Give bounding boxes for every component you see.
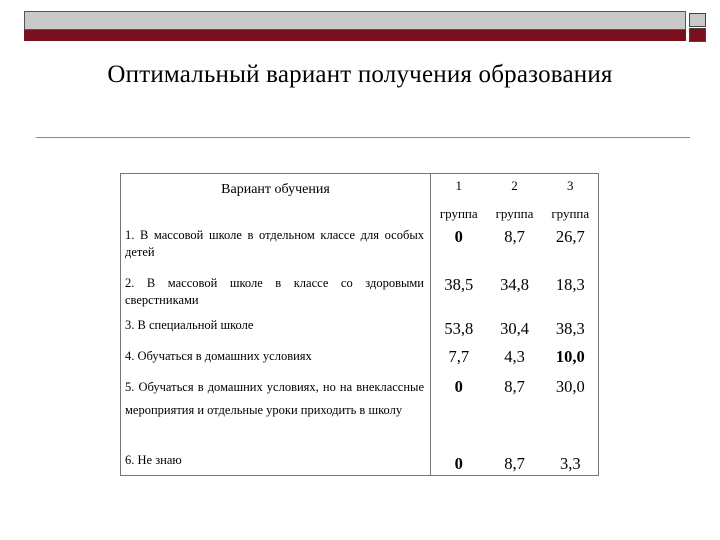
table-row <box>121 224 599 271</box>
decorative-top-bar-maroon <box>24 30 686 41</box>
table-row <box>121 373 599 451</box>
cell-value: 8,7 <box>504 226 525 246</box>
cell-value: 0 <box>454 376 463 396</box>
column-header-group-1 <box>431 174 487 224</box>
row-label: 3. В специальной школе <box>121 315 431 343</box>
row-label: 5. Обучаться в домашних условиях, но на внеклассные мероприятия и отдельные уроки приходить в школу <box>121 373 431 451</box>
column-header-group-2 <box>487 174 543 224</box>
group-number: 2 <box>511 178 518 193</box>
cell-value: 0 <box>454 454 463 473</box>
title-divider <box>36 137 690 138</box>
row-label: 6. Не знаю <box>121 451 431 476</box>
cell-value: 3,3 <box>559 454 581 473</box>
cell-value: 34,8 <box>500 274 529 294</box>
row-label: 4. Обучаться в домашних условиях <box>121 343 431 373</box>
cell-value: 30,4 <box>500 318 529 338</box>
survey-table <box>120 173 599 476</box>
decorative-corner-square-grey <box>689 13 706 27</box>
cell-value: 38,5 <box>444 274 474 294</box>
cell-value: 4,3 <box>504 346 525 366</box>
column-header-group-3 <box>543 174 599 224</box>
group-number: 3 <box>567 178 574 193</box>
cell-value: 8,7 <box>504 454 525 473</box>
table-row <box>121 343 599 373</box>
group-word: группа <box>551 206 590 221</box>
table-row <box>121 271 599 315</box>
cell-value: 0 <box>454 226 463 246</box>
column-header-variant: Вариант обучения <box>121 174 431 224</box>
cell-value: 10,0 <box>555 346 585 366</box>
group-number: 1 <box>455 178 462 193</box>
slide-title: Оптимальный вариант получения образования <box>107 61 613 88</box>
decorative-corner-square-maroon <box>689 28 706 42</box>
cell-value: 8,7 <box>504 376 525 396</box>
group-word: группа <box>495 206 534 221</box>
group-word: группа <box>439 206 478 221</box>
table-row <box>121 315 599 343</box>
cell-value: 53,8 <box>444 318 474 338</box>
decorative-top-bar-grey <box>24 11 686 30</box>
cell-value: 26,7 <box>555 226 585 246</box>
table-header-row <box>121 174 599 224</box>
table-row <box>121 451 599 476</box>
cell-value: 7,7 <box>448 346 470 366</box>
cell-value: 30,0 <box>555 376 585 396</box>
cell-value: 18,3 <box>555 274 585 294</box>
cell-value: 38,3 <box>555 318 585 338</box>
row-label: 1. В массовой школе в отдельном классе для особых детей <box>121 224 431 271</box>
row-label: 2. В массовой школе в классе со здоровыми сверстниками <box>121 271 431 315</box>
